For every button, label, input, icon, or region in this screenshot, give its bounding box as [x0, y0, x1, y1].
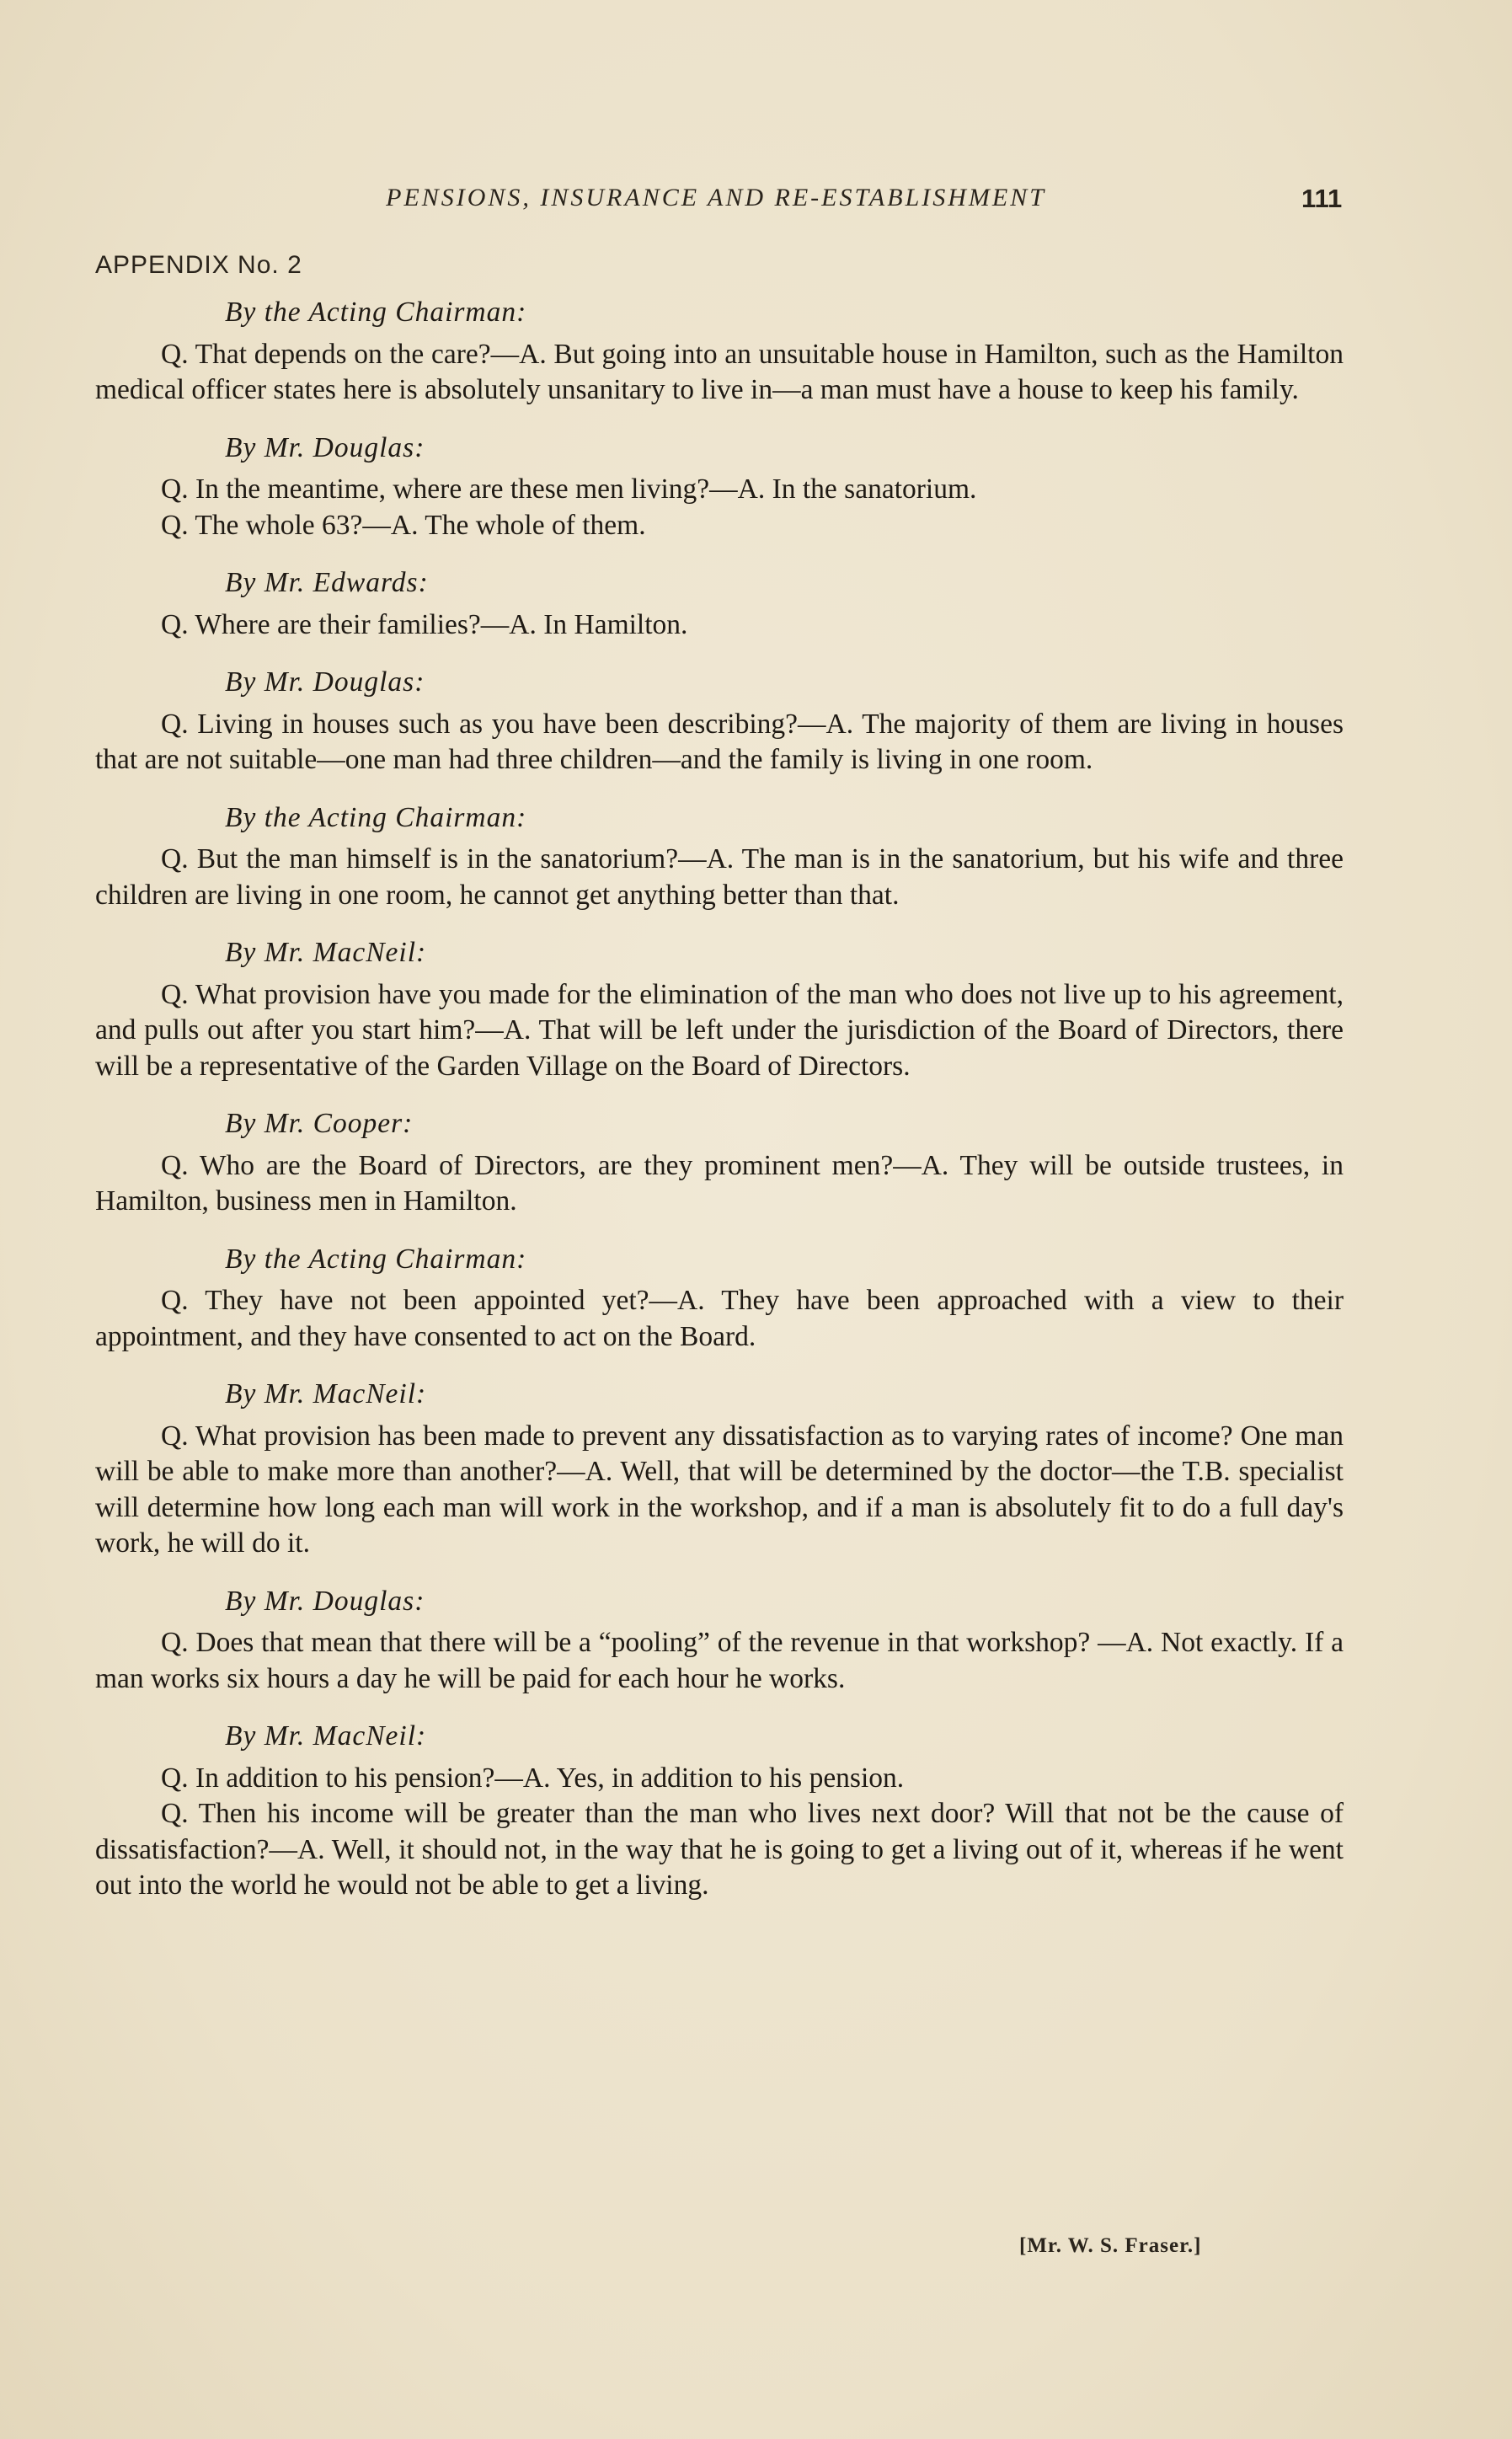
testimony-section: [95, 1106, 1344, 1220]
speaker-heading: By Mr. Cooper:: [225, 1108, 414, 1139]
question-answer-paragraph: Q. Where are their families?—A. In Hamilton.: [161, 608, 688, 640]
question-answer-paragraph: Q. They have not been appointed yet?—A. They have been approached with a view to their appointment, and they have consented to act on the Board.: [95, 1285, 1344, 1352]
question-answer-paragraph: Q. The whole 63?—A. The whole of them.: [161, 509, 646, 541]
testimony-section: [95, 295, 1344, 409]
speaker-heading: By the Acting Chairman:: [225, 1243, 527, 1275]
question-answer-paragraph: Q. In the meantime, where are these men living?—A. In the sanatorium.: [161, 473, 977, 505]
testimony-section: [95, 565, 1344, 643]
testimony-section: [95, 431, 1344, 544]
testimony-section: [95, 1242, 1344, 1356]
testimony-section: [95, 935, 1344, 1084]
question-answer-paragraph: Q. That depends on the care?—A. But going into an unsuitable house in Hamilton, such as the Hamilton medical officer states here is absolutely unsanitary to live in—a man must have a house to keep his family.: [95, 338, 1344, 405]
speaker-heading: By Mr. MacNeil:: [225, 1378, 427, 1409]
speaker-heading: By the Acting Chairman:: [225, 801, 527, 833]
testimony-section: [95, 1584, 1344, 1698]
question-answer-paragraph: Q. In addition to his pension?—A. Yes, in addition to his pension.: [161, 1762, 905, 1794]
question-answer-paragraph: Q. Who are the Board of Directors, are they prominent men?—A. They will be outside trustees, in Hamilton, business men in Hamilton.: [95, 1149, 1344, 1217]
testimony-section: [95, 1719, 1344, 1904]
speaker-heading: By the Acting Chairman:: [225, 297, 527, 328]
testimony-section: [95, 665, 1344, 778]
speaker-heading: By Mr. Douglas:: [225, 431, 425, 463]
speaker-heading: By Mr. Douglas:: [225, 1585, 425, 1617]
testimony-section: [95, 1377, 1344, 1562]
speaker-attribution: [Mr. W. S. Fraser.]: [1019, 2234, 1202, 2257]
speaker-heading: By Mr. MacNeil:: [225, 1720, 427, 1752]
question-answer-paragraph: Q. What provision have you made for the elimination of the man who does not live up to his agreement, and pulls out after you start him?—A. That will be left under the jurisdiction of the Board of Directors, there will be a representative of the Garden Village on the Board of Directors.: [95, 978, 1344, 1082]
running-title: PENSIONS, INSURANCE AND RE-ESTABLISHMENT: [386, 184, 1046, 211]
page-number: 111: [1301, 184, 1343, 213]
testimony-body: [95, 295, 1344, 1904]
question-answer-paragraph: Q. Does that mean that there will be a “pooling” of the revenue in that workshop? —A. Not exactly. If a man works six hours a day he will be paid for each hour he works.: [95, 1627, 1344, 1694]
speaker-heading: By Mr. Edwards:: [225, 567, 429, 598]
question-answer-paragraph: Q. Living in houses such as you have been describing?—A. The majority of them are living in houses that are not suitable—one man had three children—and the family is living in one room.: [95, 708, 1344, 775]
question-answer-paragraph: Q. But the man himself is in the sanatorium?—A. The man is in the sanatorium, but his wife and three children are living in one room, he cannot get anything better than that.: [95, 843, 1344, 911]
speaker-heading: By Mr. MacNeil:: [225, 937, 427, 968]
question-answer-paragraph: Q. Then his income will be greater than the man who lives next door? Will that not be the cause of dissatisfaction?—A. Well, it should not, in the way that he is going to get a living out of it, whereas if he went out into the world he would not be able to get a living.: [95, 1798, 1344, 1901]
testimony-section: [95, 800, 1344, 914]
question-answer-paragraph: Q. What provision has been made to prevent any dissatisfaction as to varying rates of income? One man will be able to make more than another?—A. Well, that will be determined by the doctor—the T.B. specialist will determine how long each man will work in the workshop, and if a man is absolutely fit to do a full day's work, he will do it.: [95, 1420, 1344, 1559]
speaker-heading: By Mr. Douglas:: [225, 666, 425, 698]
appendix-label: APPENDIX No. 2: [95, 251, 302, 279]
